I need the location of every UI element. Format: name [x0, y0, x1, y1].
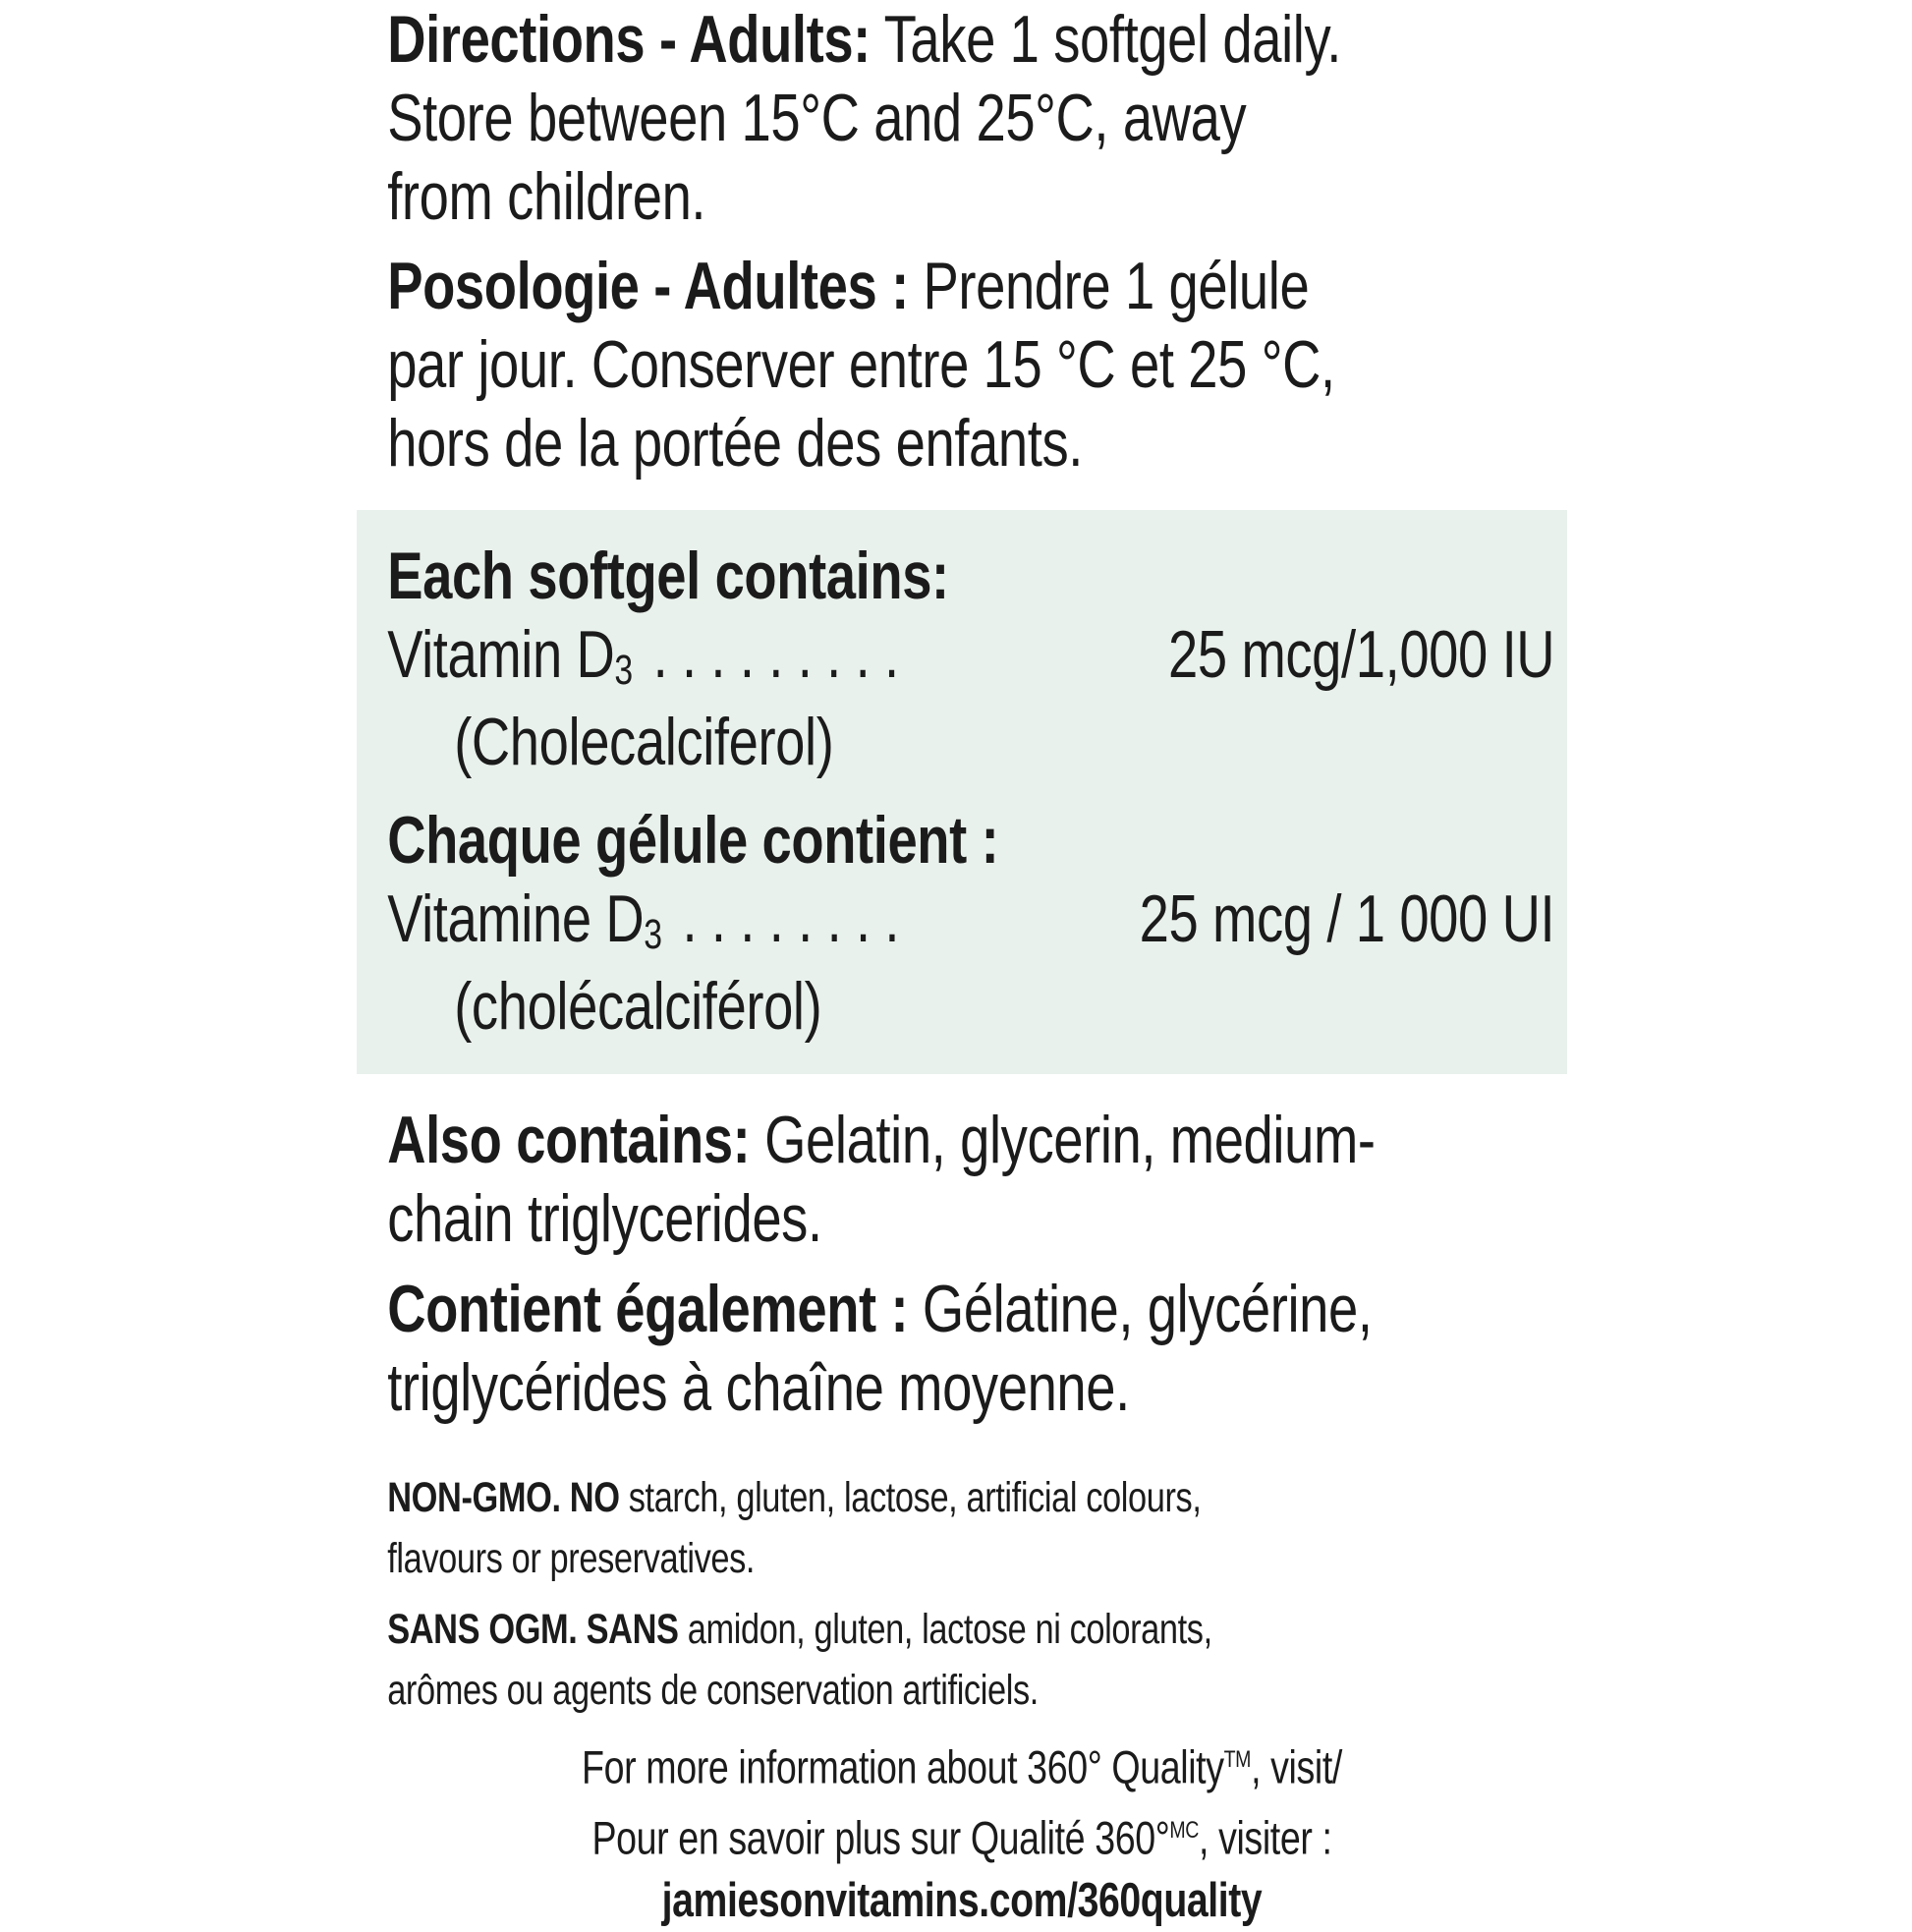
quality-info-fr-text: Pour en savoir plus sur Qualité 360° [591, 1811, 1170, 1864]
facts-content [357, 537, 1554, 1046]
facts-fr-ingredient-text: Vitamine D [387, 881, 645, 956]
medicinal-ingredients-box [357, 510, 1567, 1074]
non-medicinal-en-line2: chain triglycerides. [387, 1181, 822, 1256]
claims-en-line1-text: starch, gluten, lactose, artificial colours, [619, 1474, 1202, 1521]
directions-en-line1 [387, 0, 1567, 79]
claims-fr-line2: arômes ou agents de conservation artificiels. [387, 1667, 1039, 1714]
claims-fr-heading: SANS OGM. SANS [387, 1606, 679, 1653]
directions-fr-line2: par jour. Conserver entre 15 °C et 25 °C, [387, 327, 1335, 402]
quality-info-fr-line [357, 1799, 1567, 1870]
non-medicinal-fr-paragraph [357, 1270, 1567, 1427]
facts-fr-subscript: 3 [644, 911, 662, 958]
claims-fr-paragraph [357, 1599, 1567, 1721]
website-url: jamiesonvitamins.com/360quality [661, 1874, 1263, 1928]
directions-en-heading: Directions - Adults: [387, 2, 871, 77]
facts-en-ingredient-name [387, 615, 899, 703]
claims-fr-line1-text: amidon, gluten, lactose ni colorants, [678, 1606, 1212, 1653]
quality-info-fr-suffix: , visiter : [1198, 1811, 1332, 1864]
facts-fr-amount: 25 mcg / 1 000 UI [1139, 881, 1555, 956]
facts-fr-title: Chaque gélule contient : [387, 803, 999, 878]
claims-en-line1 [387, 1467, 1567, 1528]
non-medicinal-en-paragraph [357, 1101, 1567, 1258]
non-medicinal-fr-line1 [387, 1270, 1567, 1348]
directions-en-paragraph [357, 0, 1567, 236]
claims-en-heading: NON-GMO. NO [387, 1474, 620, 1521]
quality-info-en-line [357, 1729, 1567, 1799]
claims-en-line2: flavours or preservatives. [387, 1535, 756, 1582]
directions-fr-line1 [387, 247, 1567, 325]
facts-fr-source: (cholécalciférol) [454, 969, 822, 1044]
non-medicinal-en-heading: Also contains: [387, 1103, 751, 1177]
quality-info-en-text: For more information about 360° Quality [582, 1740, 1224, 1793]
facts-en-dot-leader: . . . . . . . . . [652, 617, 899, 692]
claims-fr-line1 [387, 1599, 1567, 1660]
non-medicinal-fr-line1-text: Gélatine, glycérine, [908, 1272, 1373, 1346]
trademark-mc-mark: MC [1169, 1816, 1199, 1844]
directions-en-line2: Store between 15°C and 25°C, away [387, 81, 1247, 155]
facts-en-source: (Cholecalciferol) [454, 705, 834, 779]
facts-fr-ingredient-name [387, 880, 899, 967]
non-medicinal-fr-line2: triglycérides à chaîne moyenne. [387, 1350, 1130, 1425]
facts-fr-dot-leader: . . . . . . . . [682, 881, 900, 956]
facts-fr-ingredient-row [387, 880, 1554, 967]
directions-en-line1-text: Take 1 softgel daily. [870, 2, 1341, 77]
label-text-panel [357, 0, 1567, 1932]
facts-en-ingredient-row [387, 615, 1554, 703]
non-medicinal-en-line1 [387, 1101, 1567, 1179]
quality-info-en-suffix: , visit/ [1251, 1740, 1342, 1793]
facts-en-amount: 25 mcg/1,000 IU [1168, 617, 1555, 692]
non-medicinal-en-line1-text: Gelatin, glycerin, medium- [750, 1103, 1376, 1177]
trademark-tm-mark: TM [1223, 1746, 1252, 1773]
facts-en-subscript: 3 [614, 647, 633, 694]
facts-en-ingredient-text: Vitamin D [387, 617, 615, 692]
claims-en-paragraph [357, 1467, 1567, 1589]
directions-fr-line3: hors de la portée des enfants. [387, 406, 1083, 481]
quality-info-footer [357, 1729, 1567, 1932]
facts-en-title: Each softgel contains: [387, 539, 949, 613]
directions-en-line3: from children. [387, 159, 706, 234]
non-medicinal-fr-heading: Contient également : [387, 1272, 909, 1346]
directions-fr-heading: Posologie - Adultes : [387, 249, 909, 323]
directions-fr-paragraph [357, 247, 1567, 483]
directions-fr-line1-text: Prendre 1 gélule [908, 249, 1310, 323]
